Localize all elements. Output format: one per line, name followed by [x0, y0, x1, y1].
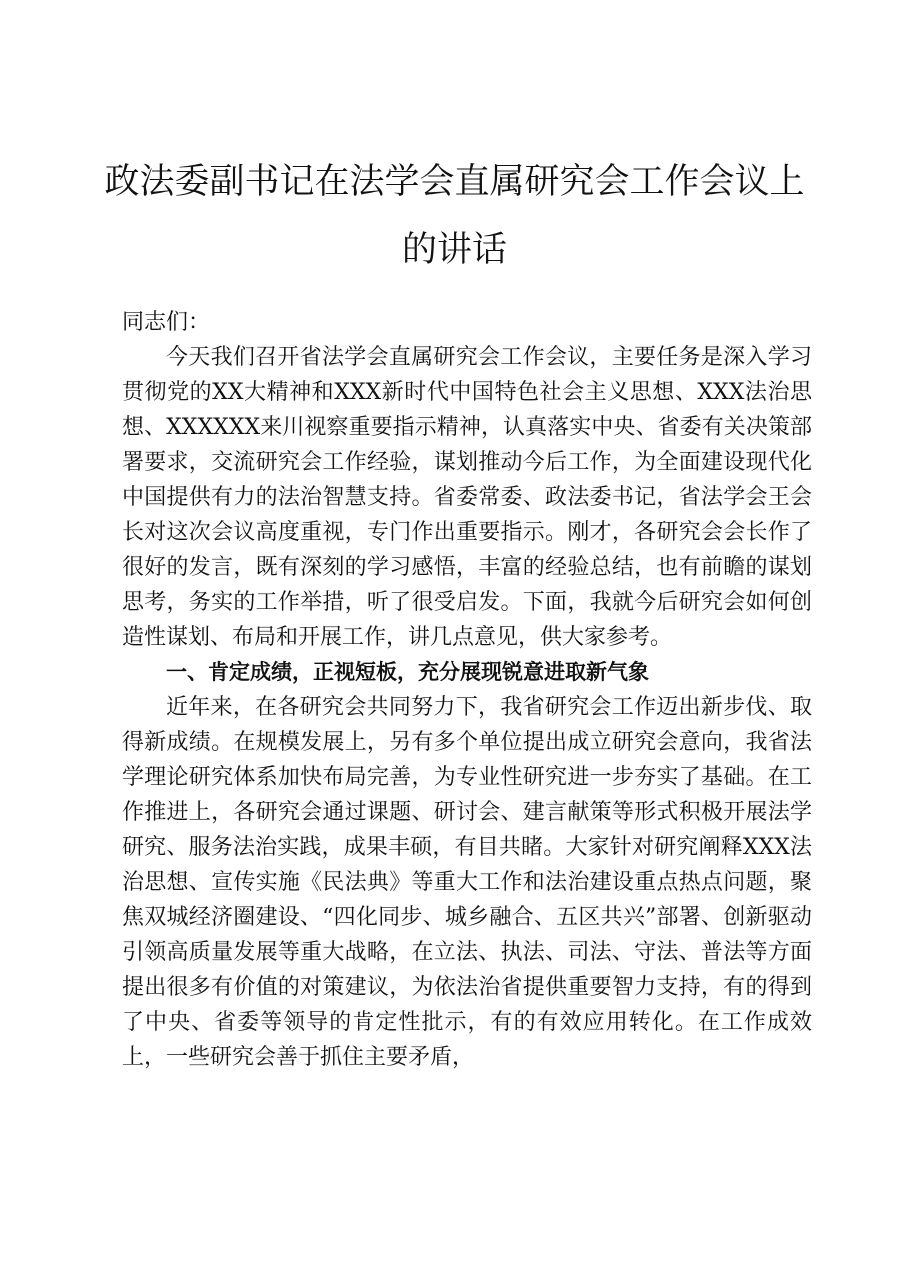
- document-title-line-1: 政法委副书记在法学会直属研究会工作会议上: [104, 162, 805, 202]
- document-body: [122, 305, 812, 1075]
- salutation: 同志们：: [122, 310, 211, 335]
- paragraph-achievements: 近年来，在各研究会共同努力下，我省研究会工作迈出新步伐、取得新成绩。在规模发展上，另有多个单位提出成立研究会意向，我省法学理论研究体系加快布局完善，为专业性研究进一步夯实了基础。在工作推进上，各研究会通过课题、研讨会、建言献策等形式积极开展法学研究、服务法治实践，成果丰硕，有目共睹。大家针对研究阐释XXX法治思想、宣传实施《民法典》等重大工作和法治建设重点热点问题，聚焦双城经济圈建设、“四化同步、城乡融合、五区共兴”部署、创新驱动引领高质量发展等重大战略，在立法、执法、司法、守法、普法等方面提出很多有价值的对策建议，为依法治省提供重要智力支持，有的得到了中央、省委等领导的肯定性批示，有的有效应用转化。在工作成效上，一些研究会善于抓住主要矛盾，: [122, 695, 812, 1070]
- paragraph-opening: 今天我们召开省法学会直属研究会工作会议，主要任务是深入学习贯彻党的XX大精神和XXX新时代中国特色社会主义思想、XXX法治思想、XXXXXX来川视察重要指示精神，认真落实中央、省委有关决策部署要求，交流研究会工作经验，谋划推动今后工作，为全面建设现代化中国提供有力的法治智慧支持。省委常委、政法委书记，省法学会王会长对这次会议高度重视，专门作出重要指示。刚才，各研究会会长作了很好的发言，既有深刻的学习感悟，丰富的经验总结，也有前瞻的谋划思考，务实的工作举措，听了很受启发。下面，我就今后研究会如何创造性谋划、布局和开展工作，讲几点意见，供大家参考。: [122, 345, 812, 650]
- section-heading-1: 一、肯定成绩，正视短板，充分展现锐意进取新气象: [166, 660, 649, 684]
- document-title-line-2: 的讲话: [401, 230, 507, 270]
